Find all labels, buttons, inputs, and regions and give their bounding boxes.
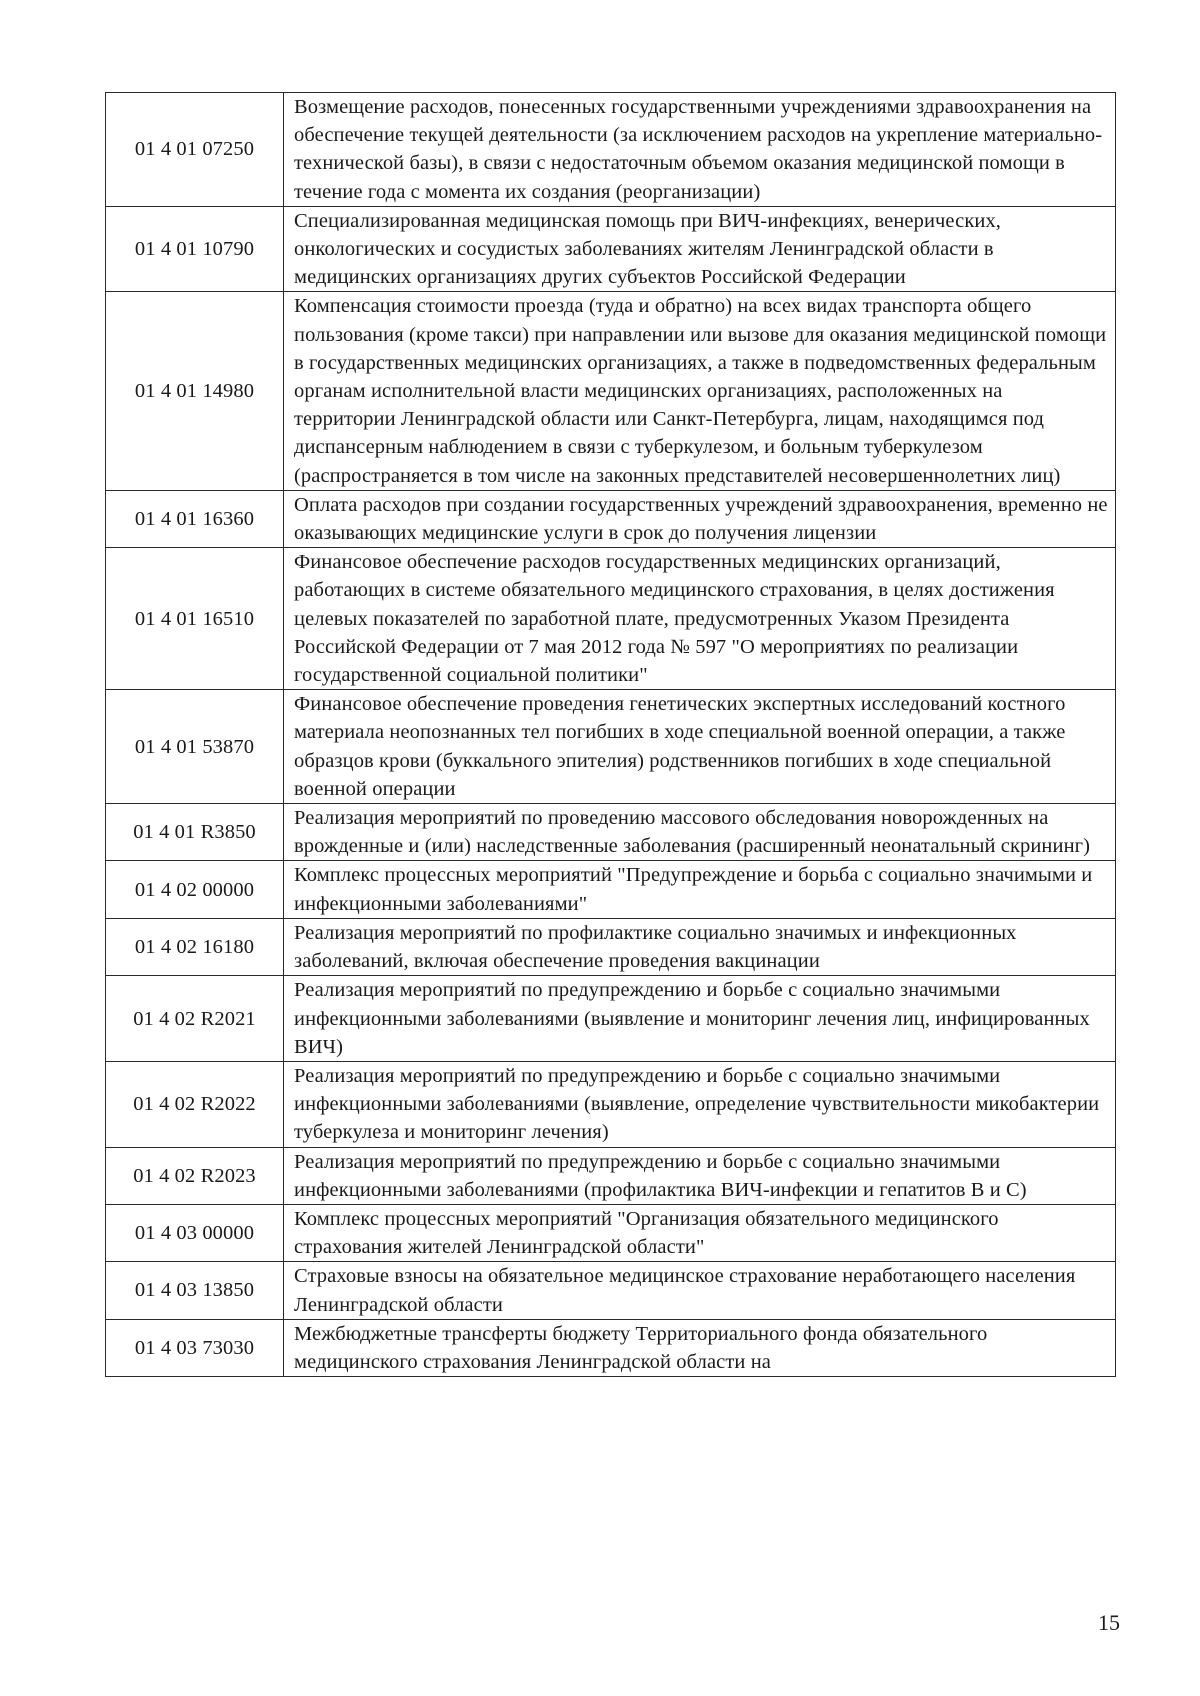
- row-description-cell: Реализация мероприятий по профилактике социально значимых и инфекционных заболеваний, включая обеспечение проведения вакцинации: [284, 918, 1116, 975]
- row-description-cell: Реализация мероприятий по предупреждению и борьбе с социально значимыми инфекционными заболеваниями (выявление и мониторинг лечения лиц, инфицированных ВИЧ): [284, 976, 1116, 1062]
- row-code-cell: 01 4 03 73030: [106, 1319, 284, 1376]
- row-description-cell: Финансовое обеспечение расходов государственных медицинских организаций, работающих в системе обязательного медицинского страхования, в целях достижения целевых показателей по заработной плате, предусмотренных Указом Президента Российской Федерации от 7 мая 2012 года № 597 "О мероприятиях по реализации государственной социальной политики": [284, 548, 1116, 690]
- row-description-cell: Страховые взносы на обязательное медицинское страхование неработающего населения Ленинградской области: [284, 1262, 1116, 1319]
- row-code-cell: 01 4 02 00000: [106, 861, 284, 918]
- row-code-cell: 01 4 02 16180: [106, 918, 284, 975]
- row-description-cell: Реализация мероприятий по предупреждению и борьбе с социально значимыми инфекционными заболеваниями (профилактика ВИЧ-инфекции и гепатитов В и С): [284, 1147, 1116, 1204]
- row-description-cell: Финансовое обеспечение проведения генетических экспертных исследований костного материала неопознанных тел погибших в ходе специальной военной операции, а также образцов крови (буккального эпителия) родственников погибших в ходе специальной военной операции: [284, 690, 1116, 804]
- table-row: [106, 690, 1116, 804]
- table-row: [106, 976, 1116, 1062]
- row-code-cell: 01 4 01 16360: [106, 490, 284, 547]
- row-code-cell: 01 4 02 R2022: [106, 1061, 284, 1147]
- table-row: [106, 1204, 1116, 1261]
- table-row: [106, 1262, 1116, 1319]
- row-code-cell: 01 4 03 00000: [106, 1204, 284, 1261]
- table-row: [106, 804, 1116, 861]
- row-description-cell: Возмещение расходов, понесенных государственными учреждениями здравоохранения на обеспечение текущей деятельности (за исключением расходов на укрепление материально-технической базы), в связи с недостаточным объемом оказания медицинской помощи в течение года с момента их создания (реорганизации): [284, 93, 1116, 207]
- row-description-cell: Реализация мероприятий по предупреждению и борьбе с социально значимыми инфекционными заболеваниями (выявление, определение чувствительности микобактерии туберкулеза и мониторинг лечения): [284, 1061, 1116, 1147]
- row-description-cell: Комплекс процессных мероприятий "Предупреждение и борьба с социально значимыми и инфекционными заболеваниями": [284, 861, 1116, 918]
- row-code-cell: 01 4 03 13850: [106, 1262, 284, 1319]
- table-row: [106, 1061, 1116, 1147]
- table-row: [106, 1147, 1116, 1204]
- row-description-cell: Межбюджетные трансферты бюджету Территориального фонда обязательного медицинского страхования Ленинградской области на: [284, 1319, 1116, 1376]
- row-code-cell: 01 4 01 53870: [106, 690, 284, 804]
- row-code-cell: 01 4 02 R2023: [106, 1147, 284, 1204]
- row-description-cell: Специализированная медицинская помощь при ВИЧ-инфекциях, венерических, онкологических и сосудистых заболеваниях жителям Ленинградской области в медицинских организациях других субъектов Российской Федерации: [284, 206, 1116, 292]
- table-row: [106, 1319, 1116, 1376]
- row-code-cell: 01 4 01 10790: [106, 206, 284, 292]
- table-row: [106, 292, 1116, 490]
- row-description-cell: Компенсация стоимости проезда (туда и обратно) на всех видах транспорта общего пользования (кроме такси) при направлении или вызове для оказания медицинской помощи в государственных медицинских организациях, а также в подведомственных федеральным органам исполнительной власти медицинских организациях, расположенных на территории Ленинградской области или Санкт-Петербурга, лицам, находящимся под диспансерным наблюдением в связи с туберкулезом, и больным туберкулезом (распространяется в том числе на законных представителей несовершеннолетних лиц): [284, 292, 1116, 490]
- table-row: [106, 918, 1116, 975]
- table-row: [106, 548, 1116, 690]
- row-code-cell: 01 4 01 07250: [106, 93, 284, 207]
- table-row: [106, 93, 1116, 207]
- row-description-cell: Реализация мероприятий по проведению массового обследования новорожденных на врожденные и (или) наследственные заболевания (расширенный неонатальный скрининг): [284, 804, 1116, 861]
- page-number: 15: [1098, 1610, 1120, 1635]
- table-body: [106, 93, 1116, 1377]
- row-description-cell: Комплекс процессных мероприятий "Организация обязательного медицинского страхования жителей Ленинградской области": [284, 1204, 1116, 1261]
- row-description-cell: Оплата расходов при создании государственных учреждений здравоохранения, временно не оказывающих медицинские услуги в срок до получения лицензии: [284, 490, 1116, 547]
- row-code-cell: 01 4 01 16510: [106, 548, 284, 690]
- row-code-cell: 01 4 02 R2021: [106, 976, 284, 1062]
- row-code-cell: 01 4 01 14980: [106, 292, 284, 490]
- table-row: [106, 861, 1116, 918]
- budget-codes-table: [105, 92, 1116, 1377]
- table-row: [106, 206, 1116, 292]
- table-row: [106, 490, 1116, 547]
- row-code-cell: 01 4 01 R3850: [106, 804, 284, 861]
